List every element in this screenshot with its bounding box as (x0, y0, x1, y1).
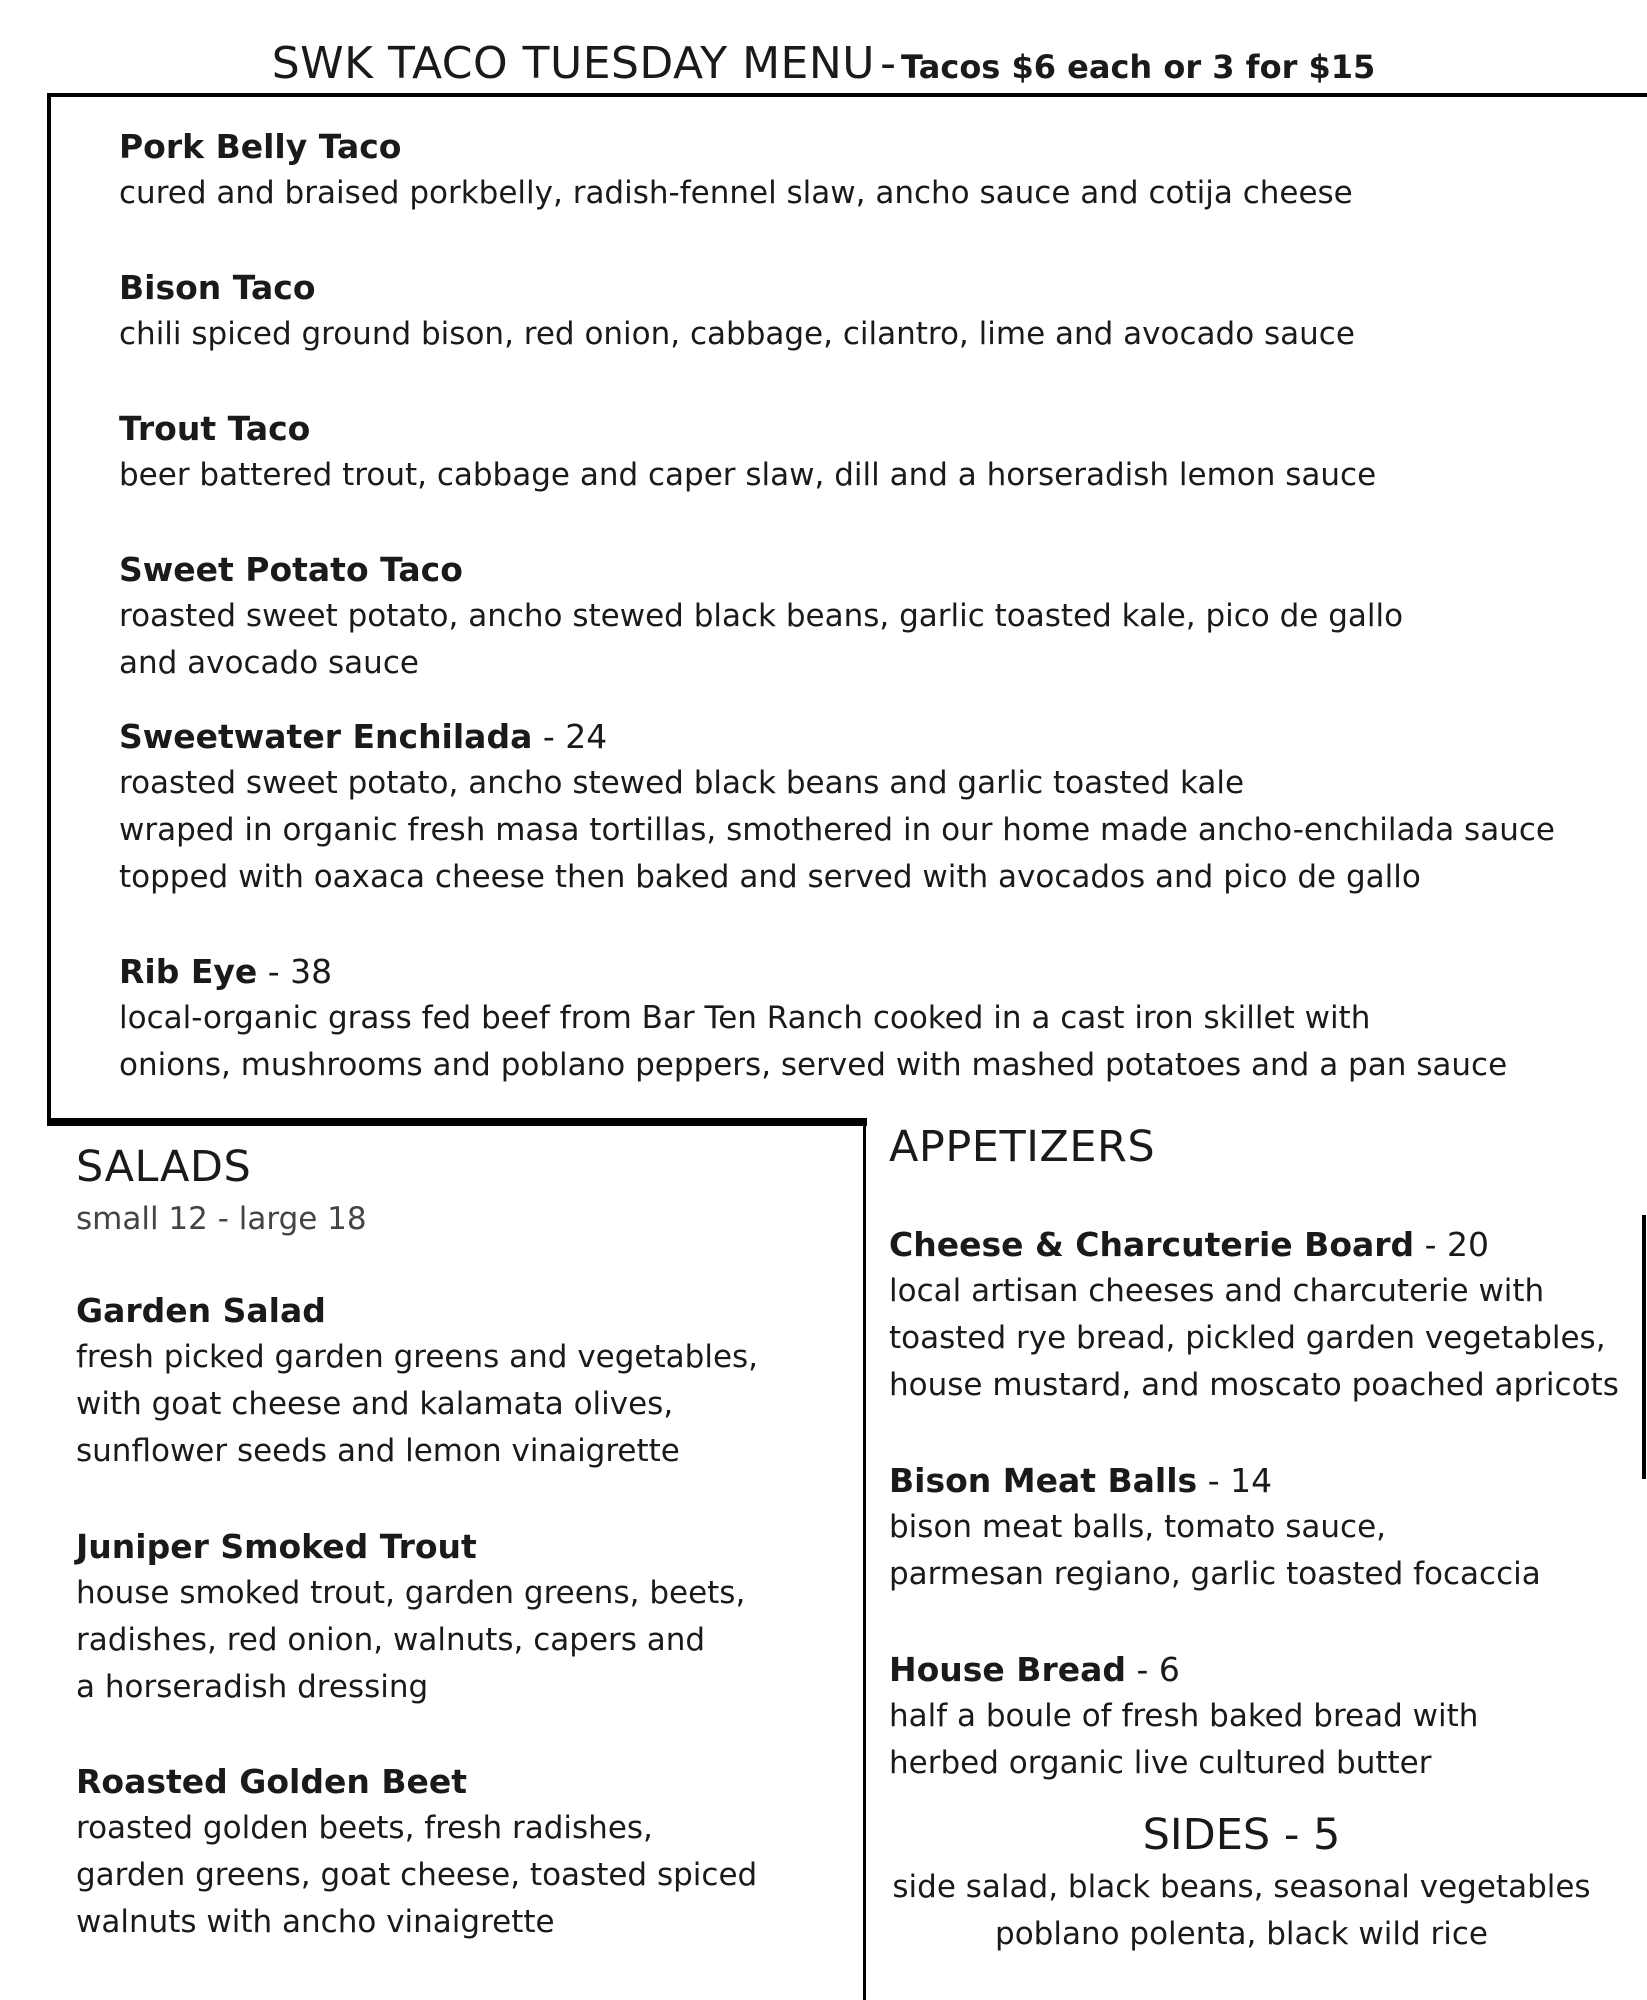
item-description (889, 1504, 1541, 1598)
description-line: and avocado sauce (119, 645, 419, 681)
item-title (119, 264, 1355, 311)
top-rule (47, 93, 1647, 97)
item-name: Bison Taco (119, 268, 316, 307)
item-name: Garden Salad (76, 1291, 326, 1330)
taco-item-sweet-potato (119, 546, 1403, 687)
description-line: cured and braised porkbelly, radish-fennel slaw, ancho sauce and cotija cheese (119, 175, 1353, 211)
salad-item-roasted-golden-beet (76, 1758, 757, 1946)
salad-item-garden (76, 1287, 758, 1475)
item-name: Juniper Smoked Trout (76, 1527, 477, 1566)
item-name: Sweet Potato Taco (119, 550, 463, 589)
description-line: roasted sweet potato, ancho stewed black beans and garlic toasted kale (119, 765, 1245, 801)
item-description (76, 1805, 757, 1946)
description-line: poblano polenta, black wild rice (995, 1916, 1488, 1952)
entree-item-rib-eye (119, 948, 1507, 1089)
item-price: - 38 (257, 952, 333, 991)
item-description (889, 1268, 1619, 1409)
description-line: fresh picked garden greens and vegetables, (76, 1339, 759, 1375)
taco-item-bison (119, 264, 1355, 358)
item-price: - 14 (1197, 1461, 1273, 1500)
description-line: toasted rye bread, pickled garden vegetables, (889, 1320, 1606, 1356)
item-name: House Bread (889, 1650, 1126, 1689)
description-line: parmesan regiano, garlic toasted focaccia (889, 1556, 1541, 1592)
salad-item-juniper-smoked-trout (76, 1523, 745, 1711)
item-description (76, 1334, 758, 1475)
item-title (119, 948, 1507, 995)
item-name: Bison Meat Balls (889, 1461, 1198, 1500)
description-line: topped with oaxaca cheese then baked and served with avocados and pico de gallo (119, 859, 1421, 895)
description-line: a horseradish dressing (76, 1669, 429, 1705)
description-line: local-organic grass fed beef from Bar Ten Ranch cooked in a cast iron skillet with (119, 1000, 1371, 1036)
sides-heading: SIDES - 5 (1142, 1810, 1341, 1860)
salads-price-note: small 12 - large 18 (76, 1201, 367, 1237)
description-line: house mustard, and moscato poached apricots (889, 1367, 1619, 1403)
description-line: with goat cheese and kalamata olives, (76, 1386, 674, 1422)
entree-item-sweetwater-enchilada (119, 713, 1555, 901)
description-line: side salad, black beans, seasonal vegetables (892, 1869, 1591, 1905)
item-title (889, 1646, 1478, 1693)
description-line: wraped in organic fresh masa tortillas, smothered in our home made ancho-enchilada sauce (119, 812, 1555, 848)
description-line: chili spiced ground bison, red onion, cabbage, cilantro, lime and avocado sauce (119, 316, 1355, 352)
item-title (889, 1221, 1619, 1268)
description-line: beer battered trout, cabbage and caper slaw, dill and a horseradish lemon sauce (119, 457, 1377, 493)
description-line: half a boule of fresh baked bread with (889, 1698, 1479, 1734)
taco-item-pork-belly (119, 123, 1353, 217)
item-description (76, 1570, 745, 1711)
item-description (119, 311, 1355, 358)
item-description (119, 452, 1376, 499)
menu-title: SWK TACO TUESDAY MENU (271, 38, 875, 89)
item-description (119, 760, 1555, 901)
item-name: Cheese & Charcuterie Board (889, 1225, 1415, 1264)
appetizer-item-house-bread (889, 1646, 1478, 1787)
column-divider-rule (863, 1118, 866, 2000)
item-name: Trout Taco (119, 409, 311, 448)
item-description (119, 170, 1353, 217)
item-title (119, 123, 1353, 170)
item-name: Rib Eye (119, 952, 258, 991)
description-line: house smoked trout, garden greens, beets, (76, 1575, 746, 1611)
item-description (889, 1693, 1478, 1787)
taco-box-bottom-rule (47, 1118, 867, 1126)
item-title (119, 405, 1376, 452)
description-line: roasted sweet potato, ancho stewed black beans, garlic toasted kale, pico de gallo (119, 598, 1404, 634)
item-price: - 24 (532, 717, 608, 756)
description-line: onions, mushrooms and poblano peppers, served with mashed potatoes and a pan sauce (119, 1047, 1508, 1083)
description-line: herbed organic live cultured butter (889, 1745, 1432, 1781)
appetizers-heading: APPETIZERS (889, 1122, 1156, 1172)
appetizer-item-bison-meat-balls (889, 1457, 1541, 1598)
taco-box-left-rule (47, 93, 51, 1123)
item-name: Sweetwater Enchilada (119, 717, 533, 756)
sides-description (889, 1864, 1594, 1958)
item-title (889, 1457, 1541, 1504)
right-edge-mark (1642, 1215, 1646, 1479)
header-separator: - (880, 38, 896, 89)
description-line: roasted golden beets, fresh radishes, (76, 1810, 653, 1846)
item-title (119, 713, 1555, 760)
item-price: - 6 (1126, 1650, 1180, 1689)
taco-item-trout (119, 405, 1376, 499)
appetizer-item-cheese-charcuterie (889, 1221, 1619, 1409)
description-line: local artisan cheeses and charcuterie with (889, 1273, 1545, 1309)
description-line: sunflower seeds and lemon vinaigrette (76, 1433, 680, 1469)
menu-header (0, 38, 1647, 89)
item-description (119, 593, 1403, 687)
menu-subtitle: Tacos $6 each or 3 for $15 (901, 48, 1376, 86)
item-price: - 20 (1414, 1225, 1490, 1264)
item-description (119, 995, 1507, 1089)
description-line: radishes, red onion, walnuts, capers and (76, 1622, 706, 1658)
description-line: garden greens, goat cheese, toasted spiced (76, 1857, 758, 1893)
item-title (119, 546, 1403, 593)
salads-heading: SALADS (76, 1142, 252, 1192)
item-name: Roasted Golden Beet (76, 1762, 468, 1801)
item-name: Pork Belly Taco (119, 127, 402, 166)
description-line: bison meat balls, tomato sauce, (889, 1509, 1386, 1545)
description-line: walnuts with ancho vinaigrette (76, 1904, 555, 1940)
